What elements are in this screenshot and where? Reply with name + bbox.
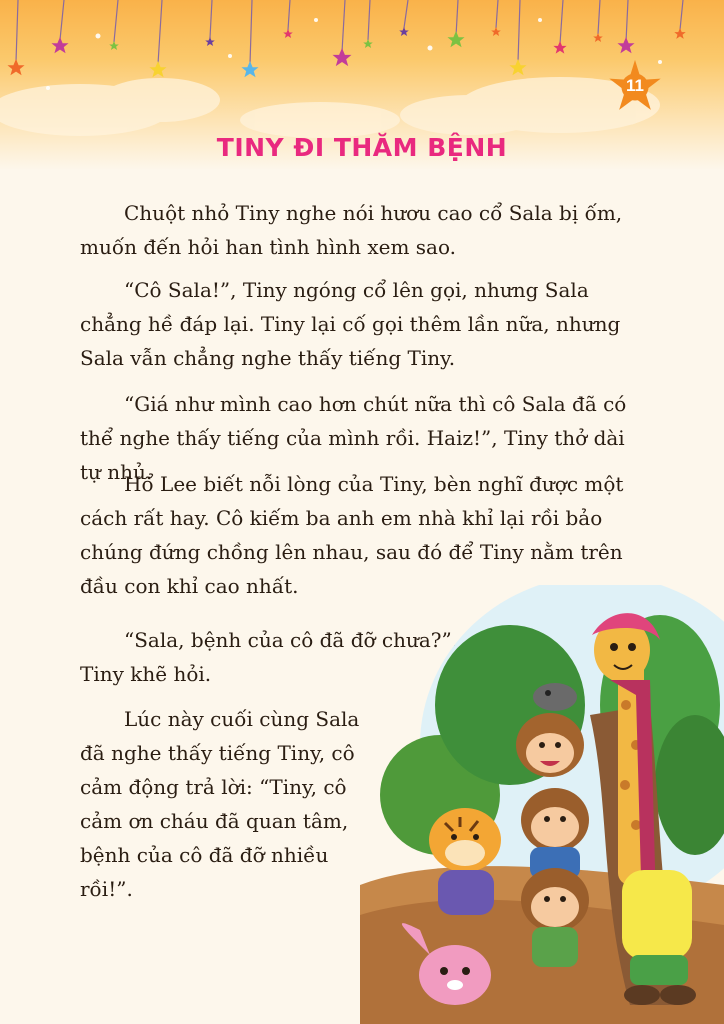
star-icon	[7, 27, 685, 77]
paragraph: Lúc này cuối cùng Sala đã nghe thấy tiếng Tiny, cô cảm động trả lời: “Tiny, cô cảm ơn cháu đã quan tâm, bệnh của cô đã đỡ nhiều rồi!”.	[80, 707, 360, 901]
paragraph: “Cô Sala!”, Tiny ngóng cổ lên gọi, nhưng Sala chẳng hề đáp lại. Tiny lại cố gọi thêm lần nữa, nhưng Sala vẫn chẳng nghe thấy tiếng Tiny.	[80, 278, 621, 370]
animals-stack-illustration	[360, 585, 724, 1024]
paragraph: “Giá như mình cao hơn chút nữa thì cô Sala đã có thể nghe thấy tiếng của mình rồi. Haiz!”, Tiny thở dài tự nhủ.	[80, 392, 627, 484]
paragraph: Hổ Lee biết nỗi lòng của Tiny, bèn nghĩ được một cách rất hay. Cô kiếm ba anh em nhà khỉ lại rồi bảo chúng đứng chồng lên nhau, sau đó để Tiny nằm trên đầu con khỉ cao nhất.	[80, 472, 624, 598]
cloud-shape	[0, 77, 660, 138]
page-title: TINY ĐI THĂM BỆNH	[216, 133, 508, 162]
paragraph: Chuột nhỏ Tiny nghe nói hươu cao cổ Sala bị ốm, muốn đến hỏi han tình hình xem sao.	[80, 201, 623, 259]
page-number: 11	[626, 76, 644, 95]
paragraph: “Sala, bệnh của cô đã đỡ chưa?”, Tiny khẽ hỏi.	[80, 628, 459, 686]
